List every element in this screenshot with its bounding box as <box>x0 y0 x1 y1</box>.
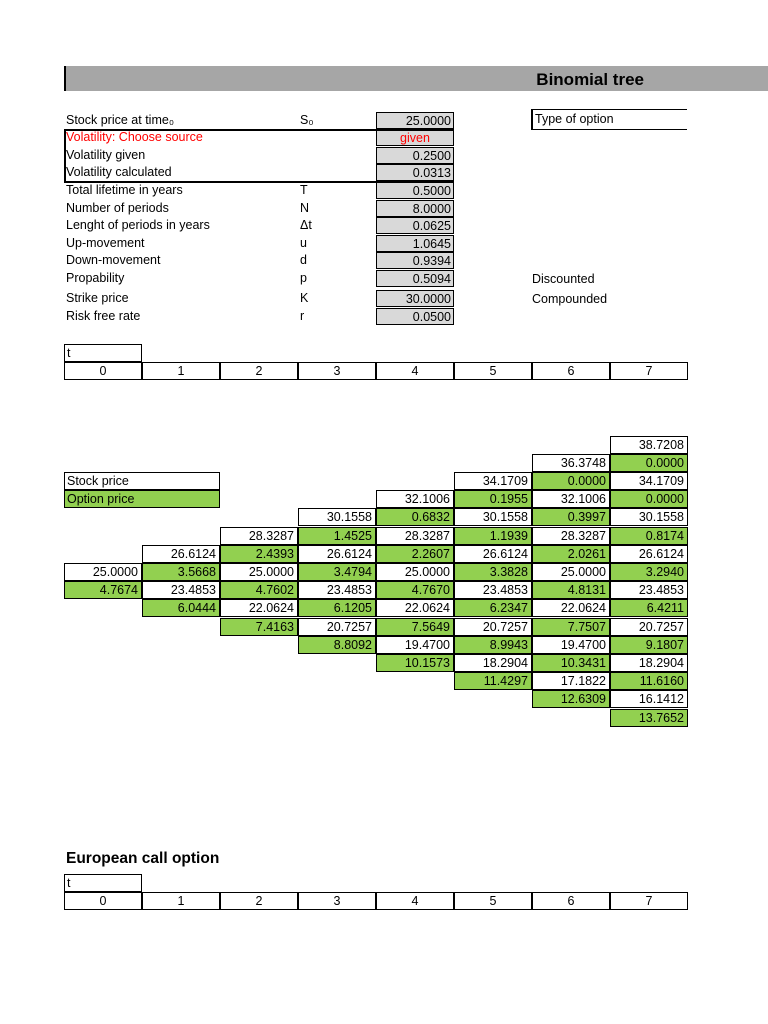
option-price-cell: 8.8092 <box>298 636 376 654</box>
option-price-cell: 1.4525 <box>298 527 376 545</box>
period-header-5: 5 <box>454 362 532 380</box>
param-value[interactable]: 0.2500 <box>376 147 454 164</box>
param-value[interactable]: 0.5000 <box>376 182 454 199</box>
period-header-6: 6 <box>532 892 610 910</box>
stock-price-cell: 25.0000 <box>64 563 142 581</box>
stock-price-cell: 25.0000 <box>220 563 298 581</box>
stock-price-cell: 32.1006 <box>532 490 610 508</box>
option-price-cell: 2.4393 <box>220 545 298 563</box>
legend-option-label: Option price <box>67 492 135 506</box>
option-price-cell: 12.6309 <box>532 690 610 708</box>
param-label: Propability <box>66 271 125 285</box>
option-price-cell: 0.0000 <box>610 490 688 508</box>
page-title: Binomial tree <box>536 70 644 89</box>
param-label: Volatility given <box>66 148 146 162</box>
stock-price-cell: 19.4700 <box>376 636 454 654</box>
stock-price-cell: 32.1006 <box>376 490 454 508</box>
stock-price-cell: 26.6124 <box>142 545 220 563</box>
stock-price-cell: 26.6124 <box>610 545 688 563</box>
option-price-cell: 7.7507 <box>532 618 610 636</box>
option-price-cell: 3.2940 <box>610 563 688 581</box>
param-symbol: T <box>300 183 308 197</box>
param-label: Strike price <box>66 291 129 305</box>
option-price-cell: 4.8131 <box>532 581 610 599</box>
type-of-option-box[interactable] <box>531 109 687 130</box>
stock-price-cell: 30.1558 <box>298 508 376 526</box>
type-of-option-label: Type of option <box>535 112 614 126</box>
stock-price-cell: 34.1709 <box>454 472 532 490</box>
param-label: Stock price at time₀ <box>66 113 175 127</box>
period-header-4: 4 <box>376 362 454 380</box>
param-value[interactable]: 0.0500 <box>376 308 454 325</box>
option-price-cell: 6.0444 <box>142 599 220 617</box>
param-symbol: p <box>300 271 307 285</box>
period-header-3: 3 <box>298 892 376 910</box>
option-price-cell: 0.3997 <box>532 508 610 526</box>
stock-price-cell: 25.0000 <box>532 563 610 581</box>
param-label: Volatility: Choose source <box>66 130 203 144</box>
stock-price-cell: 18.2904 <box>454 654 532 672</box>
period-header-2: 2 <box>220 362 298 380</box>
stock-price-cell: 16.1412 <box>610 690 688 708</box>
param-symbol: N <box>300 201 310 215</box>
param-symbol: K <box>300 291 309 305</box>
compounded-label: Compounded <box>532 292 608 306</box>
stock-price-cell: 28.3287 <box>532 527 610 545</box>
param-value[interactable]: 30.0000 <box>376 290 454 307</box>
option-price-cell: 0.1955 <box>454 490 532 508</box>
period-header-1: 1 <box>142 362 220 380</box>
stock-price-cell: 20.7257 <box>610 618 688 636</box>
european-call-title: European call option <box>66 850 220 867</box>
title-bar <box>64 66 768 91</box>
param-label: Risk free rate <box>66 309 141 323</box>
option-price-cell: 8.9943 <box>454 636 532 654</box>
param-label: Lenght of periods in years <box>66 218 210 232</box>
stock-price-cell: 23.4853 <box>610 581 688 599</box>
option-price-cell: 6.2347 <box>454 599 532 617</box>
period-header-6: 6 <box>532 362 610 380</box>
option-price-cell: 6.1205 <box>298 599 376 617</box>
legend-option-price <box>64 490 220 508</box>
stock-price-cell: 22.0624 <box>220 599 298 617</box>
option-price-cell: 3.5668 <box>142 563 220 581</box>
stock-price-cell: 17.1822 <box>532 672 610 690</box>
period-header-1: 1 <box>142 892 220 910</box>
stock-price-cell: 30.1558 <box>454 508 532 526</box>
discounted-label: Discounted <box>532 272 595 286</box>
param-value[interactable]: 0.9394 <box>376 252 454 269</box>
param-label: Up-movement <box>66 236 145 250</box>
legend-stock-price <box>64 472 220 490</box>
stock-price-cell: 18.2904 <box>610 654 688 672</box>
option-price-cell: 3.4794 <box>298 563 376 581</box>
stock-price-cell: 38.7208 <box>610 436 688 454</box>
param-label: Volatility calculated <box>66 165 172 179</box>
stock-price-cell: 34.1709 <box>610 472 688 490</box>
t-label-2: t <box>67 876 71 890</box>
stock-price-cell: 28.3287 <box>220 527 298 545</box>
stock-price-cell: 22.0624 <box>532 599 610 617</box>
option-price-cell: 13.7652 <box>610 709 688 727</box>
option-price-cell: 11.6160 <box>610 672 688 690</box>
param-label: Number of periods <box>66 201 169 215</box>
param-symbol: d <box>300 253 307 267</box>
option-price-cell: 4.7602 <box>220 581 298 599</box>
t-label-box <box>64 344 142 362</box>
param-symbol: r <box>300 309 305 323</box>
stock-price-cell: 23.4853 <box>142 581 220 599</box>
stock-price-cell: 26.6124 <box>454 545 532 563</box>
period-header-3: 3 <box>298 362 376 380</box>
option-price-cell: 4.7670 <box>376 581 454 599</box>
param-label: Total lifetime in years <box>66 183 183 197</box>
stock-price-cell: 20.7257 <box>454 618 532 636</box>
stock-price-cell: 22.0624 <box>376 599 454 617</box>
t-label-box-2 <box>64 874 142 892</box>
option-price-cell: 0.6832 <box>376 508 454 526</box>
param-symbol: S₀ <box>300 113 314 127</box>
stock-price-cell: 25.0000 <box>376 563 454 581</box>
option-price-cell: 7.4163 <box>220 618 298 636</box>
param-label: Down-movement <box>66 253 161 267</box>
option-price-cell: 10.3431 <box>532 654 610 672</box>
option-price-cell: 7.5649 <box>376 618 454 636</box>
stock-price-cell: 20.7257 <box>298 618 376 636</box>
period-header-5: 5 <box>454 892 532 910</box>
period-header-0: 0 <box>64 362 142 380</box>
legend-stock-label: Stock price <box>67 474 129 488</box>
t-label: t <box>67 346 71 360</box>
param-value[interactable]: 0.5094 <box>376 270 454 287</box>
period-header-2: 2 <box>220 892 298 910</box>
stock-price-cell: 28.3287 <box>376 527 454 545</box>
stock-price-cell: 36.3748 <box>532 454 610 472</box>
volatility-source-select[interactable]: given <box>376 129 454 146</box>
option-price-cell: 0.0000 <box>532 472 610 490</box>
period-header-7: 7 <box>610 892 688 910</box>
option-price-cell: 2.2607 <box>376 545 454 563</box>
param-value[interactable]: 0.0625 <box>376 217 454 234</box>
option-price-cell: 6.4211 <box>610 599 688 617</box>
param-value[interactable]: 8.0000 <box>376 200 454 217</box>
param-symbol: Δt <box>300 218 312 232</box>
stock-price-cell: 30.1558 <box>610 508 688 526</box>
option-price-cell: 0.0000 <box>610 454 688 472</box>
period-header-0: 0 <box>64 892 142 910</box>
param-value[interactable]: 25.0000 <box>376 112 454 129</box>
volatility-group-border <box>64 129 454 183</box>
option-price-cell: 2.0261 <box>532 545 610 563</box>
param-value[interactable]: 0.0313 <box>376 164 454 181</box>
param-symbol: u <box>300 236 307 250</box>
option-price-cell: 4.7674 <box>64 581 142 599</box>
option-price-cell: 0.8174 <box>610 527 688 545</box>
param-value[interactable]: 1.0645 <box>376 235 454 252</box>
option-price-cell: 3.3828 <box>454 563 532 581</box>
option-price-cell: 11.4297 <box>454 672 532 690</box>
option-price-cell: 10.1573 <box>376 654 454 672</box>
option-price-cell: 1.1939 <box>454 527 532 545</box>
stock-price-cell: 23.4853 <box>454 581 532 599</box>
option-price-cell: 9.1807 <box>610 636 688 654</box>
stock-price-cell: 19.4700 <box>532 636 610 654</box>
stock-price-cell: 23.4853 <box>298 581 376 599</box>
period-header-7: 7 <box>610 362 688 380</box>
stock-price-cell: 26.6124 <box>298 545 376 563</box>
period-header-4: 4 <box>376 892 454 910</box>
